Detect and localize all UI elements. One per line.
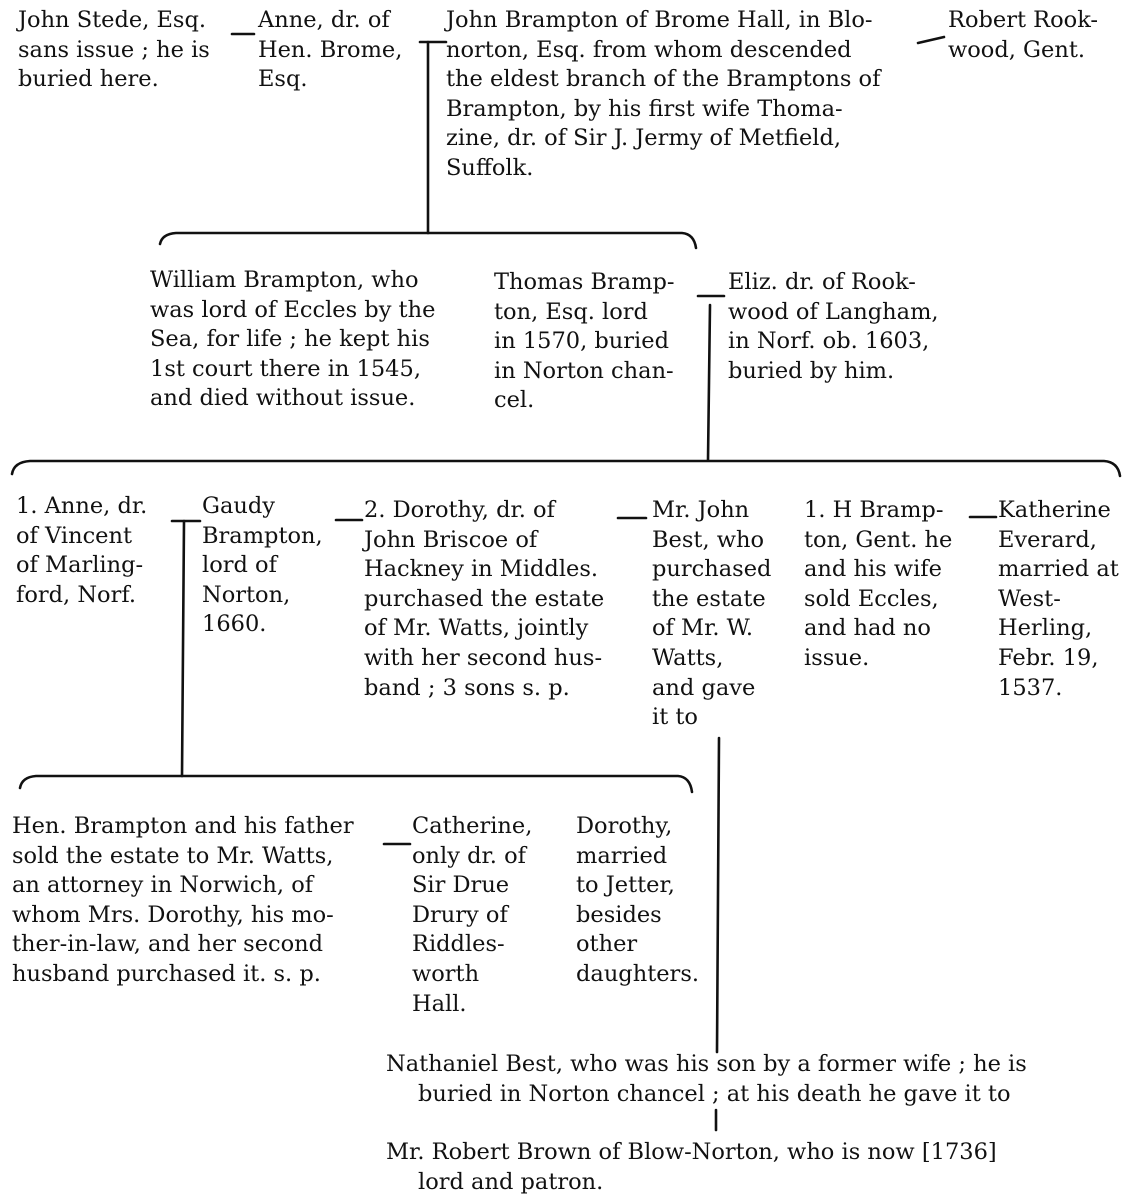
- text-line: sold the estate to Mr. Watts,: [12, 842, 334, 869]
- text-line: Robert Rook-: [948, 7, 1099, 33]
- text-line: Hen. Brome,: [258, 36, 403, 63]
- text-line: wood, Gent.: [948, 36, 1086, 63]
- descent-line-best: [717, 738, 719, 1052]
- text-line: and died without issue.: [150, 385, 416, 412]
- text-line: cel.: [494, 387, 535, 414]
- text-line: it to: [652, 704, 698, 731]
- descent-line-gaudy: [182, 521, 184, 776]
- text-line: Brampton,: [202, 522, 323, 549]
- text-line: ton, Gent. he: [804, 526, 953, 553]
- text-line: ford, Norf.: [16, 581, 137, 608]
- text-line: 2. Dorothy, dr. of: [364, 497, 555, 523]
- text-line: band ; 3 sons s. p.: [364, 674, 570, 701]
- entry-john-stede: [18, 6, 210, 95]
- text-line: Thomas Bramp-: [494, 269, 675, 295]
- text-line: sold Eccles,: [804, 585, 939, 612]
- text-line: besides: [576, 901, 662, 928]
- text-line: of Mr. W.: [652, 615, 753, 642]
- text-line: John Brampton of Brome Hall, in Blo-: [446, 7, 873, 33]
- entry-nathaniel-best: [386, 1050, 1027, 1109]
- text-line: Hall.: [412, 990, 467, 1017]
- text-line: Eliz. dr. of Rook-: [728, 269, 916, 295]
- text-line: in Norf. ob. 1603,: [728, 328, 930, 355]
- text-line: Febr. 19,: [998, 644, 1099, 671]
- text-line: husband purchased it. s. p.: [12, 960, 321, 987]
- text-line: Sir Drue: [412, 872, 510, 899]
- text-line: worth: [412, 960, 480, 987]
- text-line: issue.: [804, 644, 870, 671]
- text-line: William Brampton, who: [150, 267, 419, 293]
- text-line: only dr. of: [412, 842, 526, 869]
- entry-anne-brome: [258, 6, 402, 95]
- text-line: Watts,: [652, 644, 724, 671]
- entry-h-brampton: [804, 496, 952, 674]
- text-line: West-: [998, 585, 1061, 612]
- text-line: and had no: [804, 615, 931, 642]
- text-line: Catherine,: [412, 813, 533, 839]
- text-line: married: [576, 842, 668, 869]
- text-line: married at: [998, 556, 1119, 583]
- text-line: was lord of Eccles by the: [150, 296, 436, 323]
- text-line: an attorney in Norwich, of: [12, 872, 314, 899]
- text-line: Herling,: [998, 615, 1093, 642]
- text-line: and his wife: [804, 556, 942, 583]
- text-line: Katherine: [998, 497, 1111, 523]
- text-line: the eldest branch of the Bramptons of: [446, 66, 881, 93]
- entry-john-brampton: [446, 6, 880, 184]
- entry-william-brampton: [150, 266, 435, 414]
- text-line: zine, dr. of Sir J. Jermy of Metfield,: [446, 125, 842, 152]
- entry-robert-brown: [386, 1138, 997, 1197]
- text-line: Hen. Brampton and his father: [12, 813, 354, 839]
- text-line: Nathaniel Best, who was his son by a former wife ; he is: [386, 1051, 1027, 1077]
- brace-generation-2: [160, 233, 696, 248]
- brace-generation-4: [20, 776, 692, 792]
- text-line: Suffolk.: [446, 154, 534, 181]
- text-line: 1660.: [202, 611, 267, 638]
- text-line: to Jetter,: [576, 872, 675, 899]
- text-line: Norton,: [202, 581, 291, 608]
- text-line: 1537.: [998, 674, 1063, 701]
- entry-thomas-brampton: [494, 268, 675, 416]
- text-line: Dorothy,: [576, 813, 673, 839]
- text-line: Esq.: [258, 66, 308, 93]
- text-line: John Stede, Esq.: [18, 7, 207, 33]
- entry-dorothy-briscoe: [364, 496, 604, 703]
- text-line: Drury of: [412, 901, 508, 928]
- marriage-link-brampton-rookwood: [918, 37, 944, 43]
- text-line: Best, who: [652, 526, 765, 553]
- text-line: norton, Esq. from whom descended: [446, 36, 852, 63]
- text-line: daughters.: [576, 960, 700, 987]
- brace-generation-3: [12, 461, 1120, 476]
- text-line: Hackney in Middles.: [364, 556, 599, 583]
- text-line: Everard,: [998, 526, 1097, 553]
- entry-anne-vincent: [16, 492, 147, 610]
- text-line: other: [576, 931, 638, 958]
- text-line: the estate: [652, 585, 766, 612]
- entry-hen-brampton: [12, 812, 354, 990]
- text-line: 1st court there in 1545,: [150, 355, 421, 382]
- text-line: ton, Esq. lord: [494, 298, 648, 325]
- text-line: purchased: [652, 556, 772, 583]
- entry-robert-rookwood: [948, 6, 1098, 65]
- text-line: in Norton chan-: [494, 357, 674, 384]
- descent-line-thomas: [708, 305, 710, 460]
- text-line: lord and patron.: [418, 1168, 604, 1195]
- text-line: John Briscoe of: [364, 526, 538, 553]
- text-line: of Vincent: [16, 522, 133, 549]
- entry-gaudy-brampton: [202, 492, 323, 640]
- text-line: Gaudy: [202, 493, 275, 519]
- text-line: and gave: [652, 674, 756, 701]
- text-line: of Mr. Watts, jointly: [364, 615, 589, 642]
- text-line: 1. Anne, dr.: [16, 493, 148, 519]
- text-line: Riddles-: [412, 931, 505, 958]
- text-line: Mr. John: [652, 497, 750, 523]
- text-line: of Marling-: [16, 552, 144, 579]
- text-line: whom Mrs. Dorothy, his mo-: [12, 901, 334, 928]
- entry-katherine-everard: [998, 496, 1119, 703]
- text-line: purchased the estate: [364, 585, 605, 612]
- text-line: buried by him.: [728, 357, 895, 384]
- text-line: lord of: [202, 552, 277, 579]
- text-line: 1. H Bramp-: [804, 497, 944, 523]
- text-line: Sea, for life ; he kept his: [150, 326, 430, 353]
- entry-john-best: [652, 496, 771, 733]
- entry-catherine-drury: [412, 812, 532, 1019]
- text-line: in 1570, buried: [494, 328, 669, 355]
- text-line: Brampton, by his first wife Thoma-: [446, 95, 843, 122]
- text-line: wood of Langham,: [728, 298, 939, 325]
- text-line: ther-in-law, and her second: [12, 931, 324, 958]
- text-line: buried here.: [18, 66, 159, 93]
- entry-eliz-rookwood: [728, 268, 939, 386]
- text-line: buried in Norton chancel ; at his death he gave it to: [418, 1080, 1011, 1107]
- text-line: with her second hus-: [364, 644, 603, 671]
- text-line: sans issue ; he is: [18, 36, 210, 63]
- entry-dorothy-jetter: [576, 812, 699, 990]
- text-line: Anne, dr. of: [258, 7, 390, 33]
- text-line: Mr. Robert Brown of Blow-Norton, who is now [1736]: [386, 1139, 997, 1165]
